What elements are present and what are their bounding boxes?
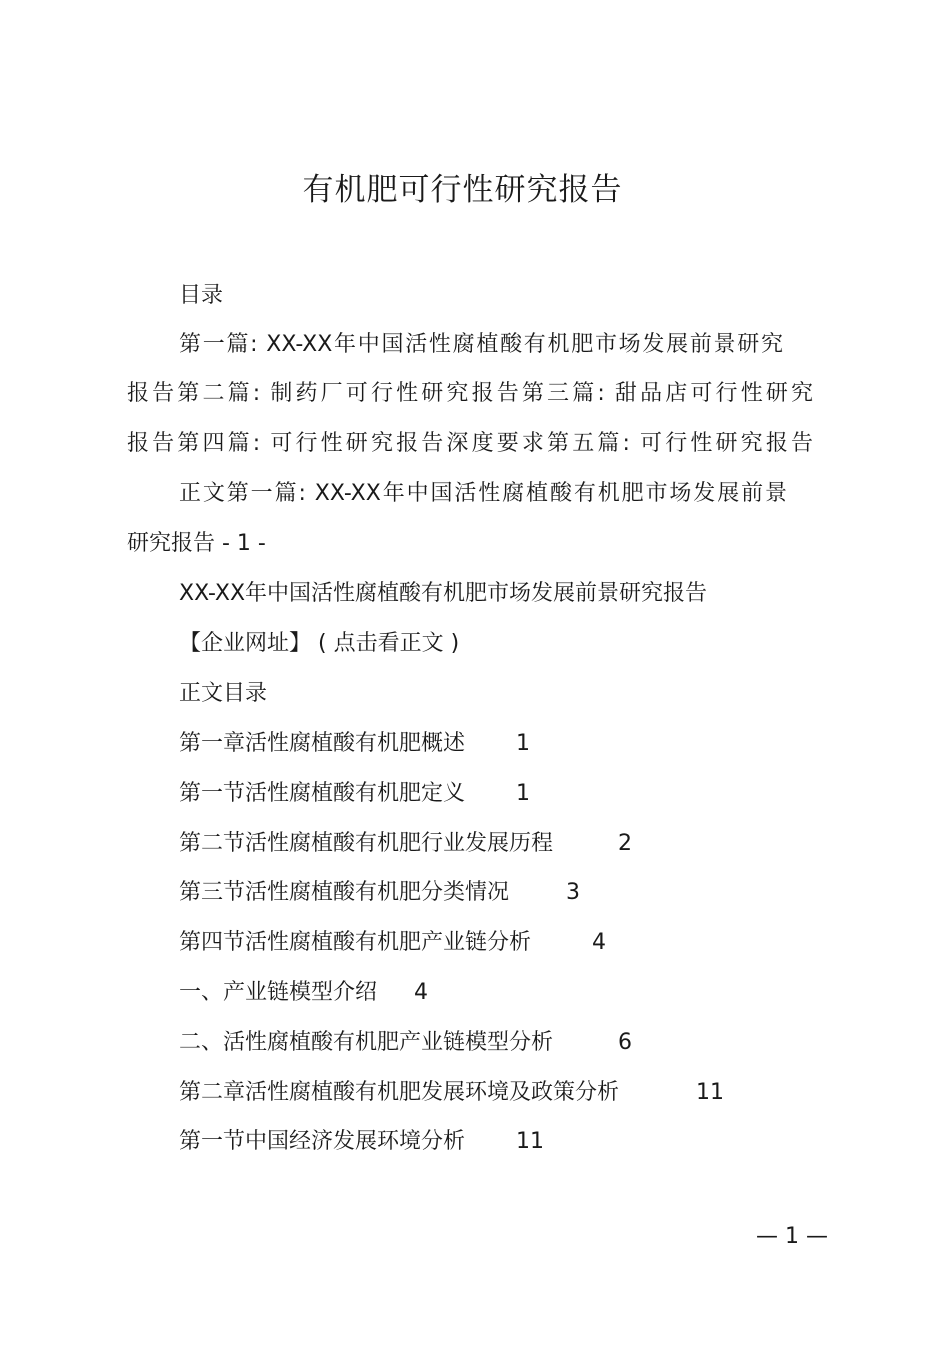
toc-item-page: 4 bbox=[592, 930, 606, 955]
intro-line-2: 报告第二篇: 制药厂可行性研究报告第三篇: 甜品店可行性研究 bbox=[127, 381, 813, 406]
intro-line-5: 研究报告 - 1 - bbox=[127, 531, 266, 556]
toc-item-page: 11 bbox=[696, 1080, 724, 1105]
report-title: XX-XX年中国活性腐植酸有机肥市场发展前景研究报告 bbox=[179, 581, 708, 606]
document-title: 有机肥可行性研究报告 bbox=[302, 172, 623, 208]
toc-item-page: 4 bbox=[414, 980, 428, 1005]
toc-item-text: 第三节活性腐植酸有机肥分类情况 bbox=[179, 880, 510, 905]
toc-item-text: 第一章活性腐植酸有机肥概述 bbox=[179, 731, 466, 756]
toc-item-text: 第二章活性腐植酸有机肥发展环境及政策分析 bbox=[179, 1080, 620, 1105]
toc-item-page: 6 bbox=[618, 1030, 632, 1055]
intro-line-4: 正文第一篇: XX-XX年中国活性腐植酸有机肥市场发展前景 bbox=[179, 481, 787, 506]
toc-item-text: 第二节活性腐植酸有机肥行业发展历程 bbox=[179, 831, 554, 856]
page-number: — 1 — bbox=[756, 1224, 828, 1249]
toc-item-text: 第四节活性腐植酸有机肥产业链分析 bbox=[179, 930, 532, 955]
toc-item-page: 1 bbox=[516, 781, 530, 806]
toc-item-text: 二、活性腐植酸有机肥产业链模型分析 bbox=[179, 1030, 554, 1055]
toc-item-text: 第一节中国经济发展环境分析 bbox=[179, 1129, 466, 1154]
toc-item-page: 2 bbox=[618, 831, 632, 856]
enterprise-link[interactable]: 【企业网址】 ( 点击看正文 ) bbox=[179, 631, 460, 656]
toc-item-text: 第一节活性腐植酸有机肥定义 bbox=[179, 781, 466, 806]
toc-item-text: 一、产业链模型介绍 bbox=[179, 980, 378, 1005]
toc-heading: 目录 bbox=[179, 283, 224, 308]
intro-line-1: 第一篇: XX-XX年中国活性腐植酸有机肥市场发展前景研究 bbox=[179, 332, 783, 357]
body-toc-heading: 正文目录 bbox=[179, 681, 268, 706]
toc-item-page: 3 bbox=[566, 880, 580, 905]
toc-item-page: 1 bbox=[516, 731, 530, 756]
intro-line-3: 报告第四篇: 可行性研究报告深度要求第五篇: 可行性研究报告 bbox=[127, 431, 813, 456]
toc-item-page: 11 bbox=[516, 1129, 544, 1154]
